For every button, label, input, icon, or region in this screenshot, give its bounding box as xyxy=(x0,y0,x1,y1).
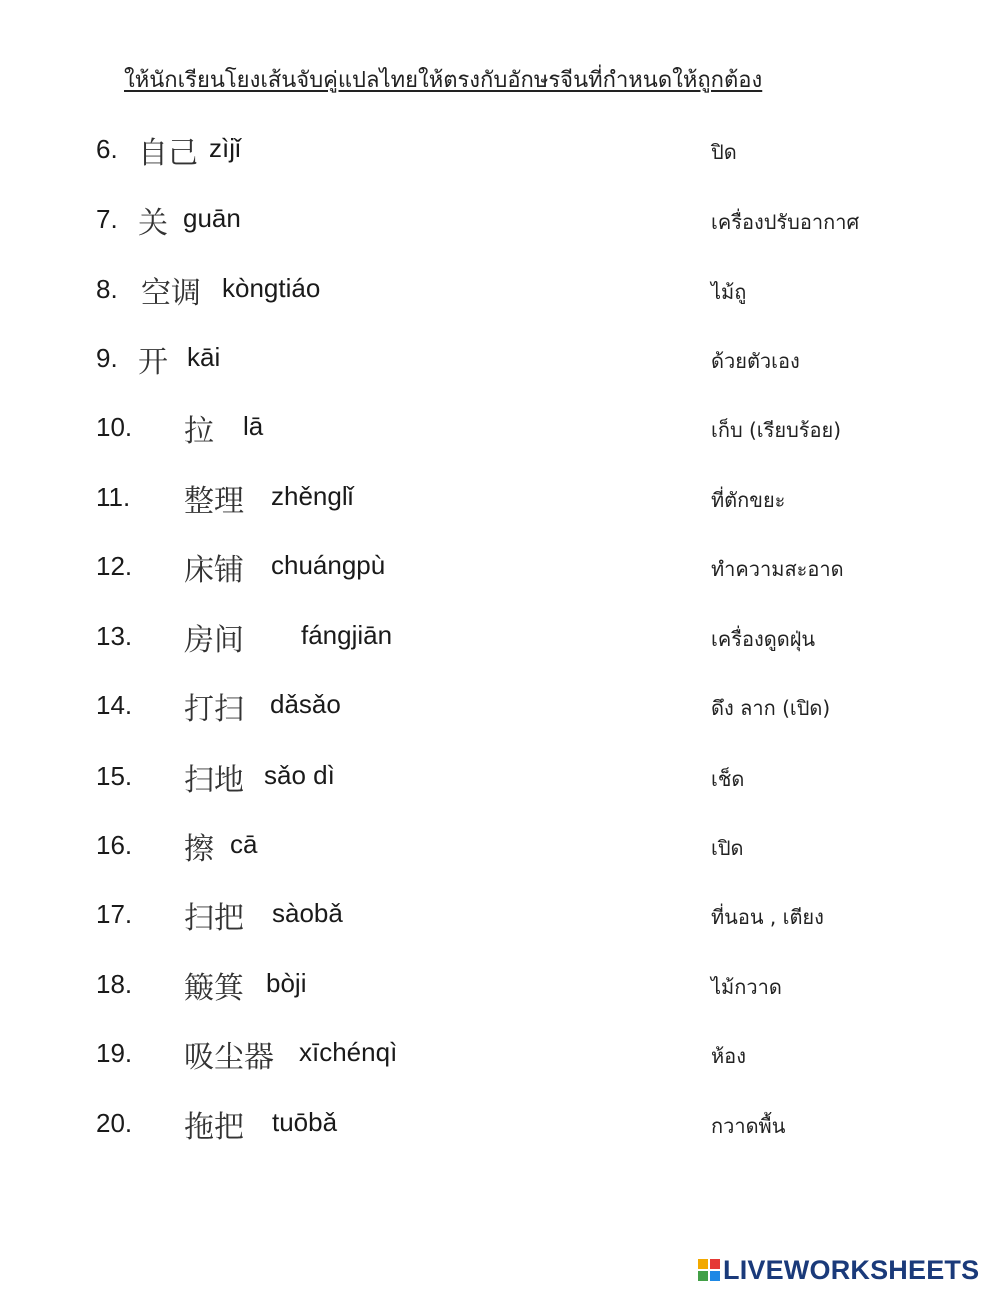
item-number: 10. xyxy=(96,412,133,442)
list-item xyxy=(0,963,1000,1006)
list-item xyxy=(0,198,1000,241)
item-number: 18. xyxy=(96,969,133,999)
item-thai: เก็บ (เรียบร้อย) xyxy=(711,418,842,442)
item-number: 13. xyxy=(96,621,133,651)
logo-tile-4 xyxy=(710,1271,720,1281)
item-thai: เครื่องดูดฝุ่น xyxy=(711,627,816,651)
item-thai: ดึง ลาก (เปิด) xyxy=(711,696,831,720)
item-pinyin: bòji xyxy=(266,968,307,998)
item-thai: ทำความสะอาด xyxy=(711,557,844,581)
item-thai: ด้วยตัวเอง xyxy=(711,349,800,373)
item-pinyin: lā xyxy=(243,411,264,441)
list-item xyxy=(0,824,1000,867)
item-hanzi: 关 xyxy=(138,206,168,241)
item-hanzi: 扫把 xyxy=(184,901,244,936)
list-item xyxy=(0,476,1000,519)
instruction-text: ให้นักเรียนโยงเส้นจับคู่แปลไทยให้ตรงกับอักษรจีนที่กำหนดให้ถูกต้อง xyxy=(124,68,763,93)
item-hanzi: 整理 xyxy=(184,484,244,519)
item-hanzi: 擦 xyxy=(184,832,214,867)
list-item xyxy=(0,128,1000,171)
item-hanzi: 吸尘器 xyxy=(184,1040,274,1075)
item-thai: เครื่องปรับอากาศ xyxy=(711,210,860,234)
item-hanzi: 空调 xyxy=(141,276,201,311)
item-thai: ปิด xyxy=(711,140,737,164)
item-thai: กวาดพื้น xyxy=(711,1114,786,1138)
item-thai: ห้อง xyxy=(711,1044,746,1068)
item-pinyin: chuángpù xyxy=(271,550,386,580)
liveworksheets-logo xyxy=(698,1254,979,1286)
item-number: 14. xyxy=(96,690,133,720)
logo-tile-3 xyxy=(698,1271,708,1281)
item-pinyin: kāi xyxy=(187,342,221,372)
item-pinyin: zìjǐ xyxy=(209,133,241,163)
item-pinyin: sàobǎ xyxy=(272,898,343,928)
list-item xyxy=(0,406,1000,449)
item-number: 9. xyxy=(96,343,118,373)
item-hanzi: 自己 xyxy=(138,136,198,171)
item-hanzi: 房间 xyxy=(184,623,244,658)
item-pinyin: zhěnglǐ xyxy=(271,481,354,511)
list-item xyxy=(0,545,1000,588)
list-item xyxy=(0,268,1000,311)
item-number: 12. xyxy=(96,551,133,581)
list-item xyxy=(0,1102,1000,1145)
item-hanzi: 开 xyxy=(138,345,168,380)
item-pinyin: tuōbǎ xyxy=(272,1107,338,1137)
list-item xyxy=(0,684,1000,727)
item-pinyin: guān xyxy=(183,203,241,233)
item-hanzi: 簸箕 xyxy=(184,971,244,1006)
item-thai: เช็ด xyxy=(711,767,745,791)
list-item xyxy=(0,615,1000,658)
logo-tile-2 xyxy=(710,1259,720,1269)
item-pinyin: fángjiān xyxy=(301,620,393,650)
logo-tile-1 xyxy=(698,1259,708,1269)
item-hanzi: 拖把 xyxy=(184,1110,244,1145)
item-pinyin: kòngtiáo xyxy=(222,273,321,303)
logo-mark-icon xyxy=(698,1259,720,1281)
item-hanzi: 扫地 xyxy=(184,763,244,798)
item-number: 19. xyxy=(96,1038,133,1068)
list-item xyxy=(0,893,1000,936)
item-thai: ไม้กวาด xyxy=(711,975,782,999)
list-item xyxy=(0,337,1000,380)
item-pinyin: cā xyxy=(230,829,258,859)
item-pinyin: dǎsǎo xyxy=(270,689,341,719)
item-number: 11. xyxy=(96,482,131,512)
logo-text: LIVEWORKSHEETS xyxy=(723,1254,980,1285)
list-item xyxy=(0,1032,1000,1075)
item-thai: เปิด xyxy=(711,836,744,860)
item-number: 7. xyxy=(96,204,118,234)
item-pinyin: xīchénqì xyxy=(299,1037,398,1067)
item-hanzi: 打扫 xyxy=(184,692,244,727)
item-number: 16. xyxy=(96,830,133,860)
item-number: 15. xyxy=(96,761,133,791)
item-hanzi: 床铺 xyxy=(184,553,244,588)
item-number: 17. xyxy=(96,899,133,929)
list-item xyxy=(0,755,1000,798)
item-thai: ที่ตักขยะ xyxy=(711,488,786,512)
item-number: 6. xyxy=(96,134,118,164)
item-number: 20. xyxy=(96,1108,133,1138)
item-number: 8. xyxy=(96,274,118,304)
item-pinyin: sǎo dì xyxy=(264,760,335,790)
item-hanzi: 拉 xyxy=(184,414,214,449)
item-thai: ที่นอน , เตียง xyxy=(711,905,824,929)
item-thai: ไม้ถู xyxy=(711,280,747,304)
